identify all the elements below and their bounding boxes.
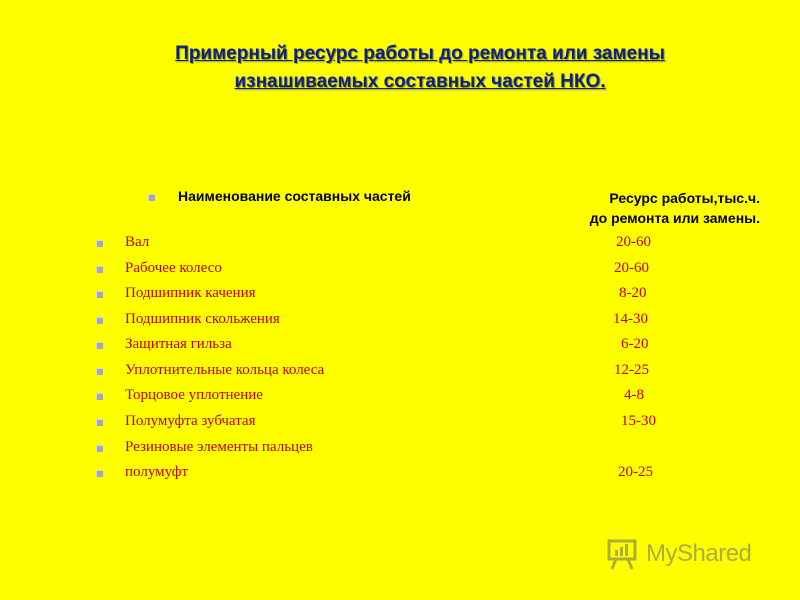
part-resource: 20-25 [618, 464, 653, 480]
part-name: Подшипник качения [125, 285, 256, 301]
slide-title [0, 40, 800, 96]
part-resource: 12-25 [614, 362, 649, 378]
column-header-resource-line1: Ресурс работы,тыс.ч. [609, 190, 760, 206]
header-bullet-icon [148, 194, 155, 201]
bullet-icon [96, 317, 103, 324]
part-resource: 20-60 [616, 234, 651, 250]
column-header-resource-line2: до ремонта или замены. [589, 210, 760, 226]
part-resource: 20-60 [614, 260, 649, 276]
part-resource: 8-20 [619, 285, 647, 301]
part-name: Вал [125, 234, 150, 250]
part-resource: 4-8 [624, 387, 644, 403]
presentation-board-icon [606, 537, 640, 571]
bullet-icon [96, 368, 103, 375]
bullet-icon [96, 470, 103, 477]
bullet-icon [96, 240, 103, 247]
bullet-icon [96, 342, 103, 349]
part-name: полумуфт [125, 464, 189, 480]
column-header-name: Наименование составных частей [178, 188, 411, 204]
bullet-icon [96, 266, 103, 273]
bullet-icon [96, 419, 103, 426]
part-resource: 14-30 [613, 311, 648, 327]
part-name: Подшипник скольжения [125, 311, 280, 327]
title-line-1: Примерный ресурс работы до ремонта или замены [175, 43, 665, 64]
part-name: Рабочее колесо [125, 260, 222, 276]
part-name: Полумуфта зубчатая [125, 413, 256, 429]
part-name: Защитная гильза [125, 336, 232, 352]
part-resource: 15-30 [621, 413, 656, 429]
column-header-resource [590, 188, 760, 228]
part-name: Торцовое уплотнение [125, 387, 263, 403]
part-name: Уплотнительные кольца колеса [125, 362, 325, 378]
myshared-logo [606, 536, 751, 572]
part-name: Резиновые элементы пальцев [125, 439, 313, 455]
title-line-2: изнашиваемых составных частей НКО. [234, 71, 606, 92]
logo-text: MyShared [646, 540, 752, 567]
bullet-icon [96, 291, 103, 298]
bullet-icon [96, 393, 103, 400]
bullet-icon [96, 445, 103, 452]
part-resource: 6-20 [621, 336, 649, 352]
